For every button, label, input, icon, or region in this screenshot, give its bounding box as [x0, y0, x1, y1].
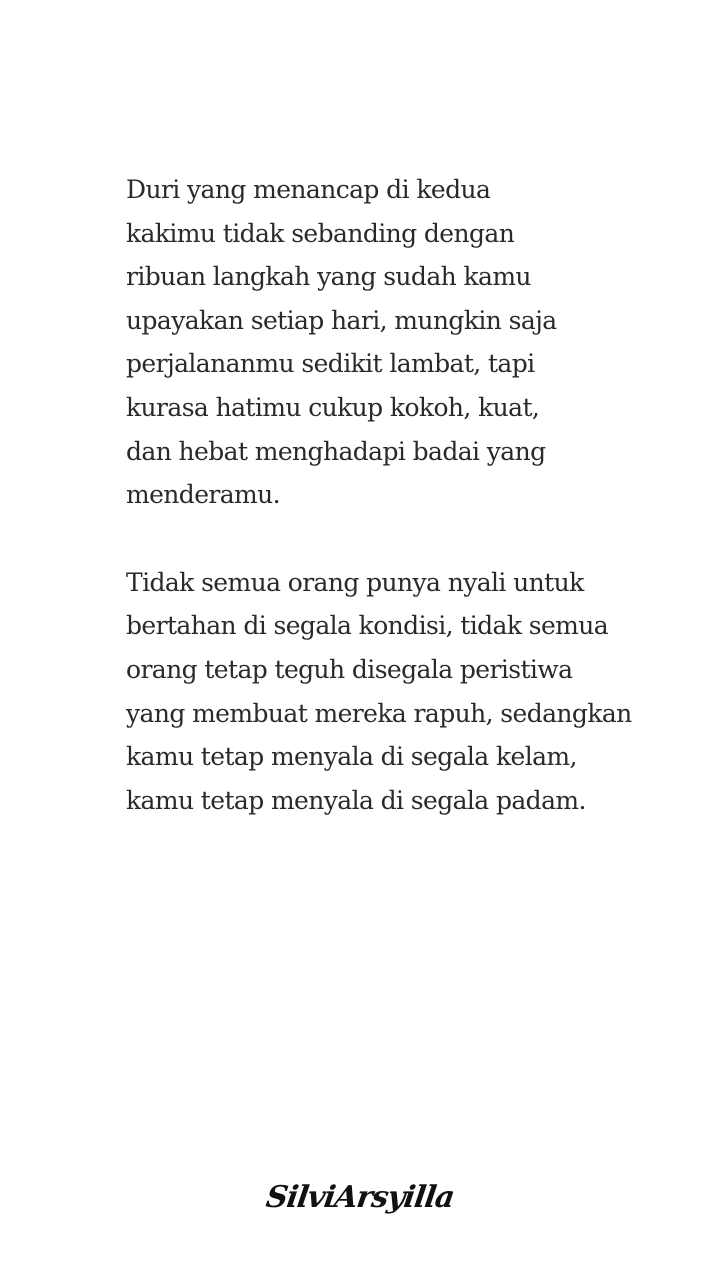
poem-line: kamu tetap menyala di segala padam. — [126, 785, 586, 815]
poem-line: Duri yang menancap di kedua — [126, 175, 491, 204]
poem-line: upayakan setiap hari, mungkin saja — [126, 305, 557, 335]
poem-line: bertahan di segala kondisi, tidak semua — [126, 611, 609, 641]
poem-line: orang tetap teguh disegala peristiwa — [126, 654, 573, 684]
stanza-1 — [126, 168, 696, 517]
poem-line: menderamu. — [126, 480, 281, 510]
poem-line: dan hebat menghadapi badai yang — [126, 436, 546, 466]
poem-line: kakimu tidak sebanding dengan — [126, 218, 515, 248]
poem-line: perjalananmu sedikit lambat, tapi — [126, 349, 535, 379]
poem-line: Tidak semua orang punya nyali untuk — [126, 567, 584, 597]
poem-line: kamu tetap menyala di segala kelam, — [126, 742, 577, 772]
poem-line: ribuan langkah yang sudah kamu — [126, 262, 531, 292]
poem-line: yang membuat mereka rapuh, sedangkan — [126, 698, 632, 728]
poem-text — [126, 168, 696, 866]
stanza-2 — [126, 561, 696, 823]
author-signature: SilviArsyilla — [263, 1180, 457, 1215]
poem-line: kurasa hatimu cukup kokoh, kuat, — [126, 392, 540, 422]
